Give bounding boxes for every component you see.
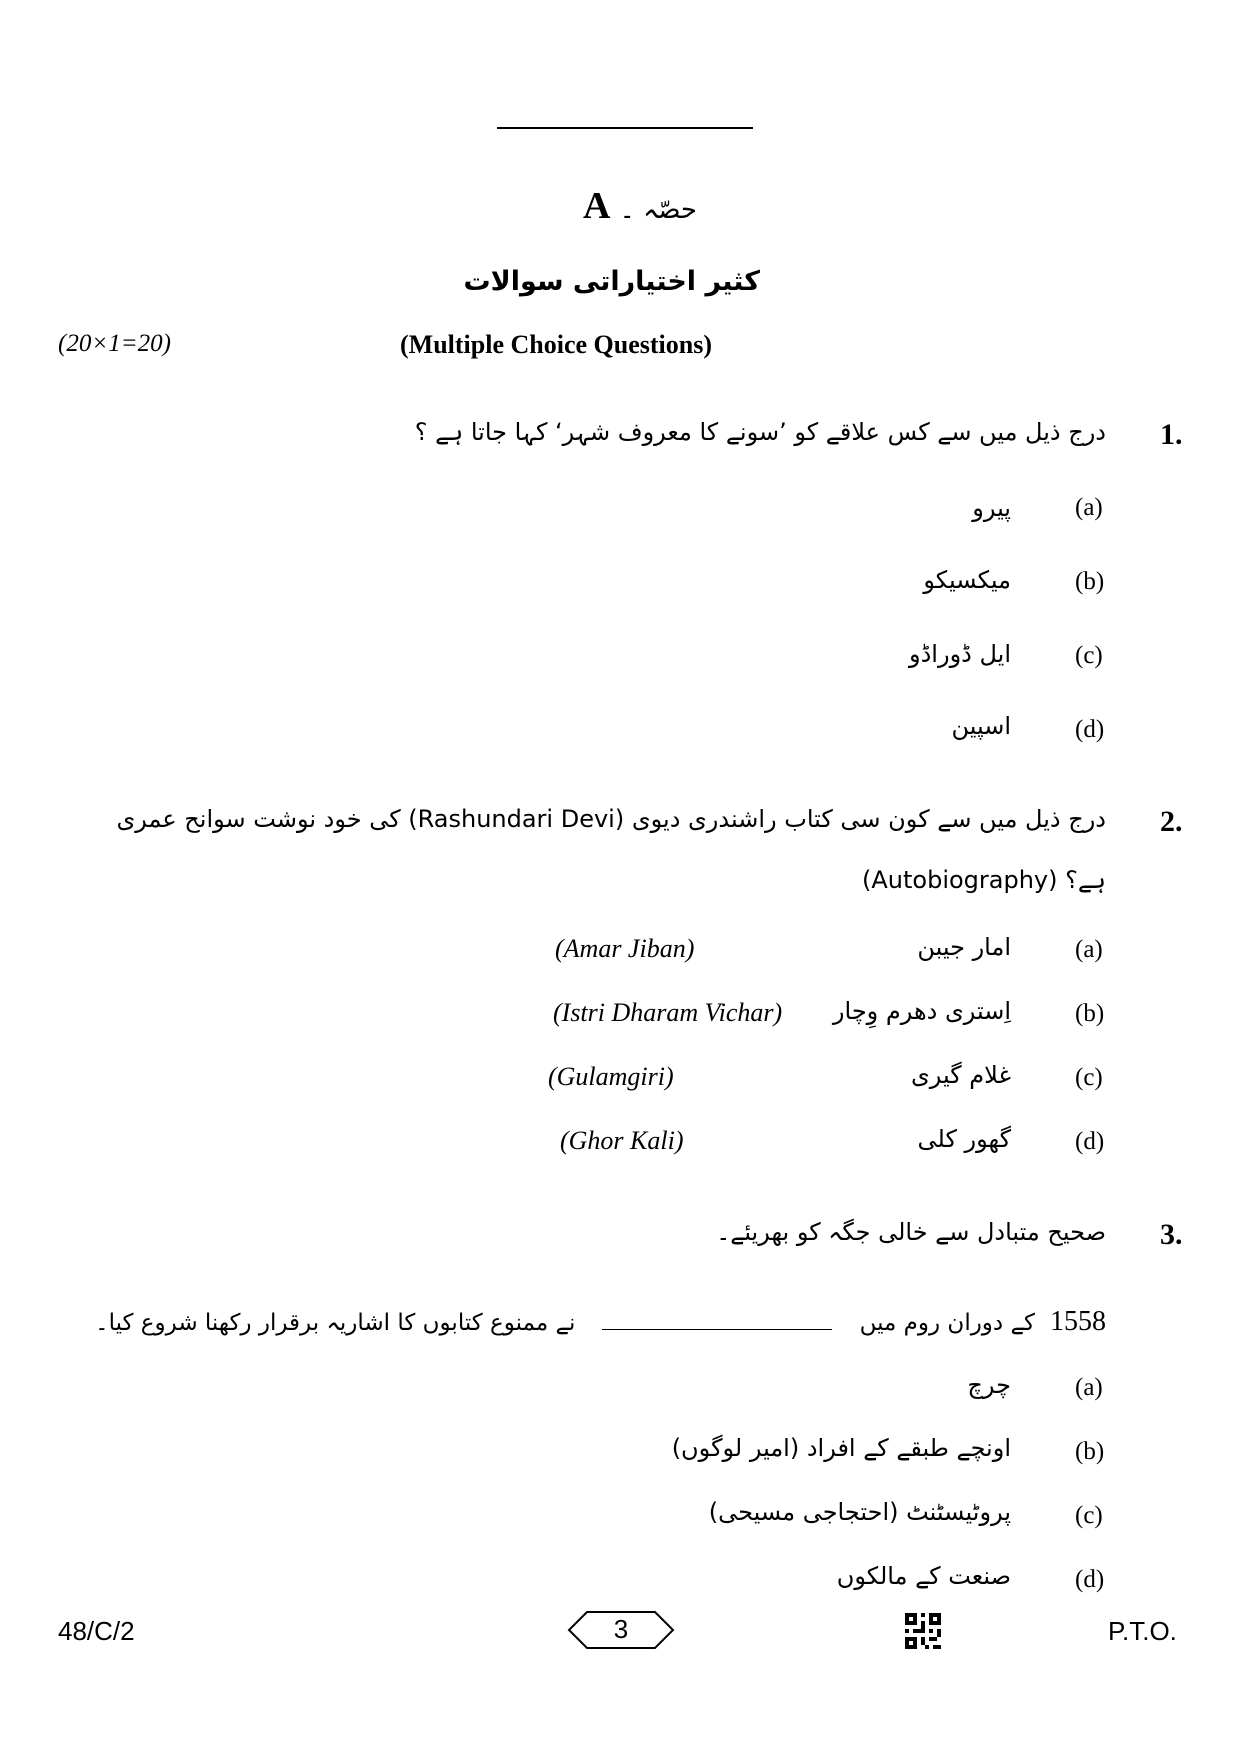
- q2-option-d-urdu: گھور کلی: [917, 1125, 1011, 1153]
- q2-option-b-urdu: اِستری دھرم وِچار: [832, 997, 1011, 1025]
- marks-scheme: (20×1=20): [58, 330, 171, 357]
- q2-option-a-label: (a): [1075, 936, 1103, 963]
- page-number: 3: [613, 1614, 629, 1644]
- q3-option-d-text: صنعت کے مالکوں: [836, 1562, 1011, 1590]
- q3-sentence-part2: نے ممنوع کتابوں کا اشاریہ برقرار رکھنا شروع کیا۔: [95, 1310, 576, 1336]
- q2-option-c-english: (Gulamgiri): [548, 1062, 674, 1091]
- q1-option-d-text: اسپین: [951, 712, 1011, 740]
- section-title-english: (Multiple Choice Questions): [400, 330, 712, 359]
- q3-sentence-part1: کے دوران روم میں: [859, 1310, 1035, 1336]
- q2-option-a-english: (Amar Jiban): [555, 934, 695, 963]
- question-3-text: صحیح متبادل سے خالی جگہ کو بھریئے۔: [716, 1218, 1106, 1246]
- q2-option-c-urdu: غلام گیری: [910, 1061, 1011, 1089]
- q2-option-b-english: (Istri Dharam Vichar): [553, 998, 783, 1027]
- q2-option-a-urdu: امار جیبن: [917, 933, 1011, 961]
- section-heading: [560, 184, 720, 228]
- q3-option-c-label: (c): [1075, 1502, 1103, 1529]
- question-2-number: 2.: [1160, 805, 1183, 838]
- q3-option-b-label: (b): [1075, 1438, 1105, 1465]
- q2-option-c-label: (c): [1075, 1064, 1103, 1091]
- paper-code: 48/C/2: [58, 1616, 135, 1646]
- question-2-text: درج ذیل میں سے کون سی کتاب راشندری دیوی (Rashundari Devi) کی خود نوشت سوانح عمری: [116, 805, 1106, 833]
- question-1-text: درج ذیل میں سے کس علاقے کو ’سونے کا معروف شہر‘ کہا جاتا ہے ؟: [414, 418, 1106, 446]
- q3-option-a-label: (a): [1075, 1374, 1103, 1401]
- question-3-number: 3.: [1160, 1218, 1183, 1251]
- qr-code-icon: [905, 1613, 941, 1649]
- q1-option-b-label: (b): [1075, 568, 1105, 595]
- section-title-urdu: کثیر اختیاراتی سوالات: [463, 266, 760, 297]
- question-3-sentence: [95, 1305, 1106, 1338]
- q3-option-d-label: (d): [1075, 1566, 1105, 1593]
- page-number-badge: [567, 1610, 675, 1650]
- section-letter: A: [583, 185, 611, 227]
- top-rule: [497, 127, 753, 129]
- q3-option-c-text: پروٹیسٹنٹ (احتجاجی مسیحی): [708, 1498, 1011, 1526]
- q1-option-c-text: ایل ڈوراڈو: [909, 640, 1011, 668]
- q2-option-d-label: (d): [1075, 1128, 1105, 1155]
- please-turn-over: P.T.O.: [1108, 1616, 1177, 1646]
- question-1-number: 1.: [1160, 418, 1183, 451]
- q1-option-b-text: میکسیکو: [923, 566, 1011, 594]
- question-2-text-line2: (Autobiography) ہے؟: [862, 866, 1106, 894]
- q1-option-c-label: (c): [1075, 642, 1103, 669]
- q1-option-a-label: (a): [1075, 494, 1103, 521]
- q2-option-d-english: (Ghor Kali): [560, 1126, 684, 1155]
- q3-blank: [602, 1305, 832, 1330]
- q3-year: 1558: [1050, 1306, 1106, 1337]
- q1-option-d-label: (d): [1075, 716, 1105, 743]
- q3-option-b-text: اونچے طبقے کے افراد (امیر لوگوں): [671, 1434, 1011, 1462]
- q3-option-a-text: چرچ: [967, 1371, 1011, 1399]
- q2-option-b-label: (b): [1075, 1000, 1105, 1027]
- q1-option-a-text: پیرو: [972, 494, 1011, 522]
- section-label-urdu: حصّہ ۔: [619, 195, 697, 225]
